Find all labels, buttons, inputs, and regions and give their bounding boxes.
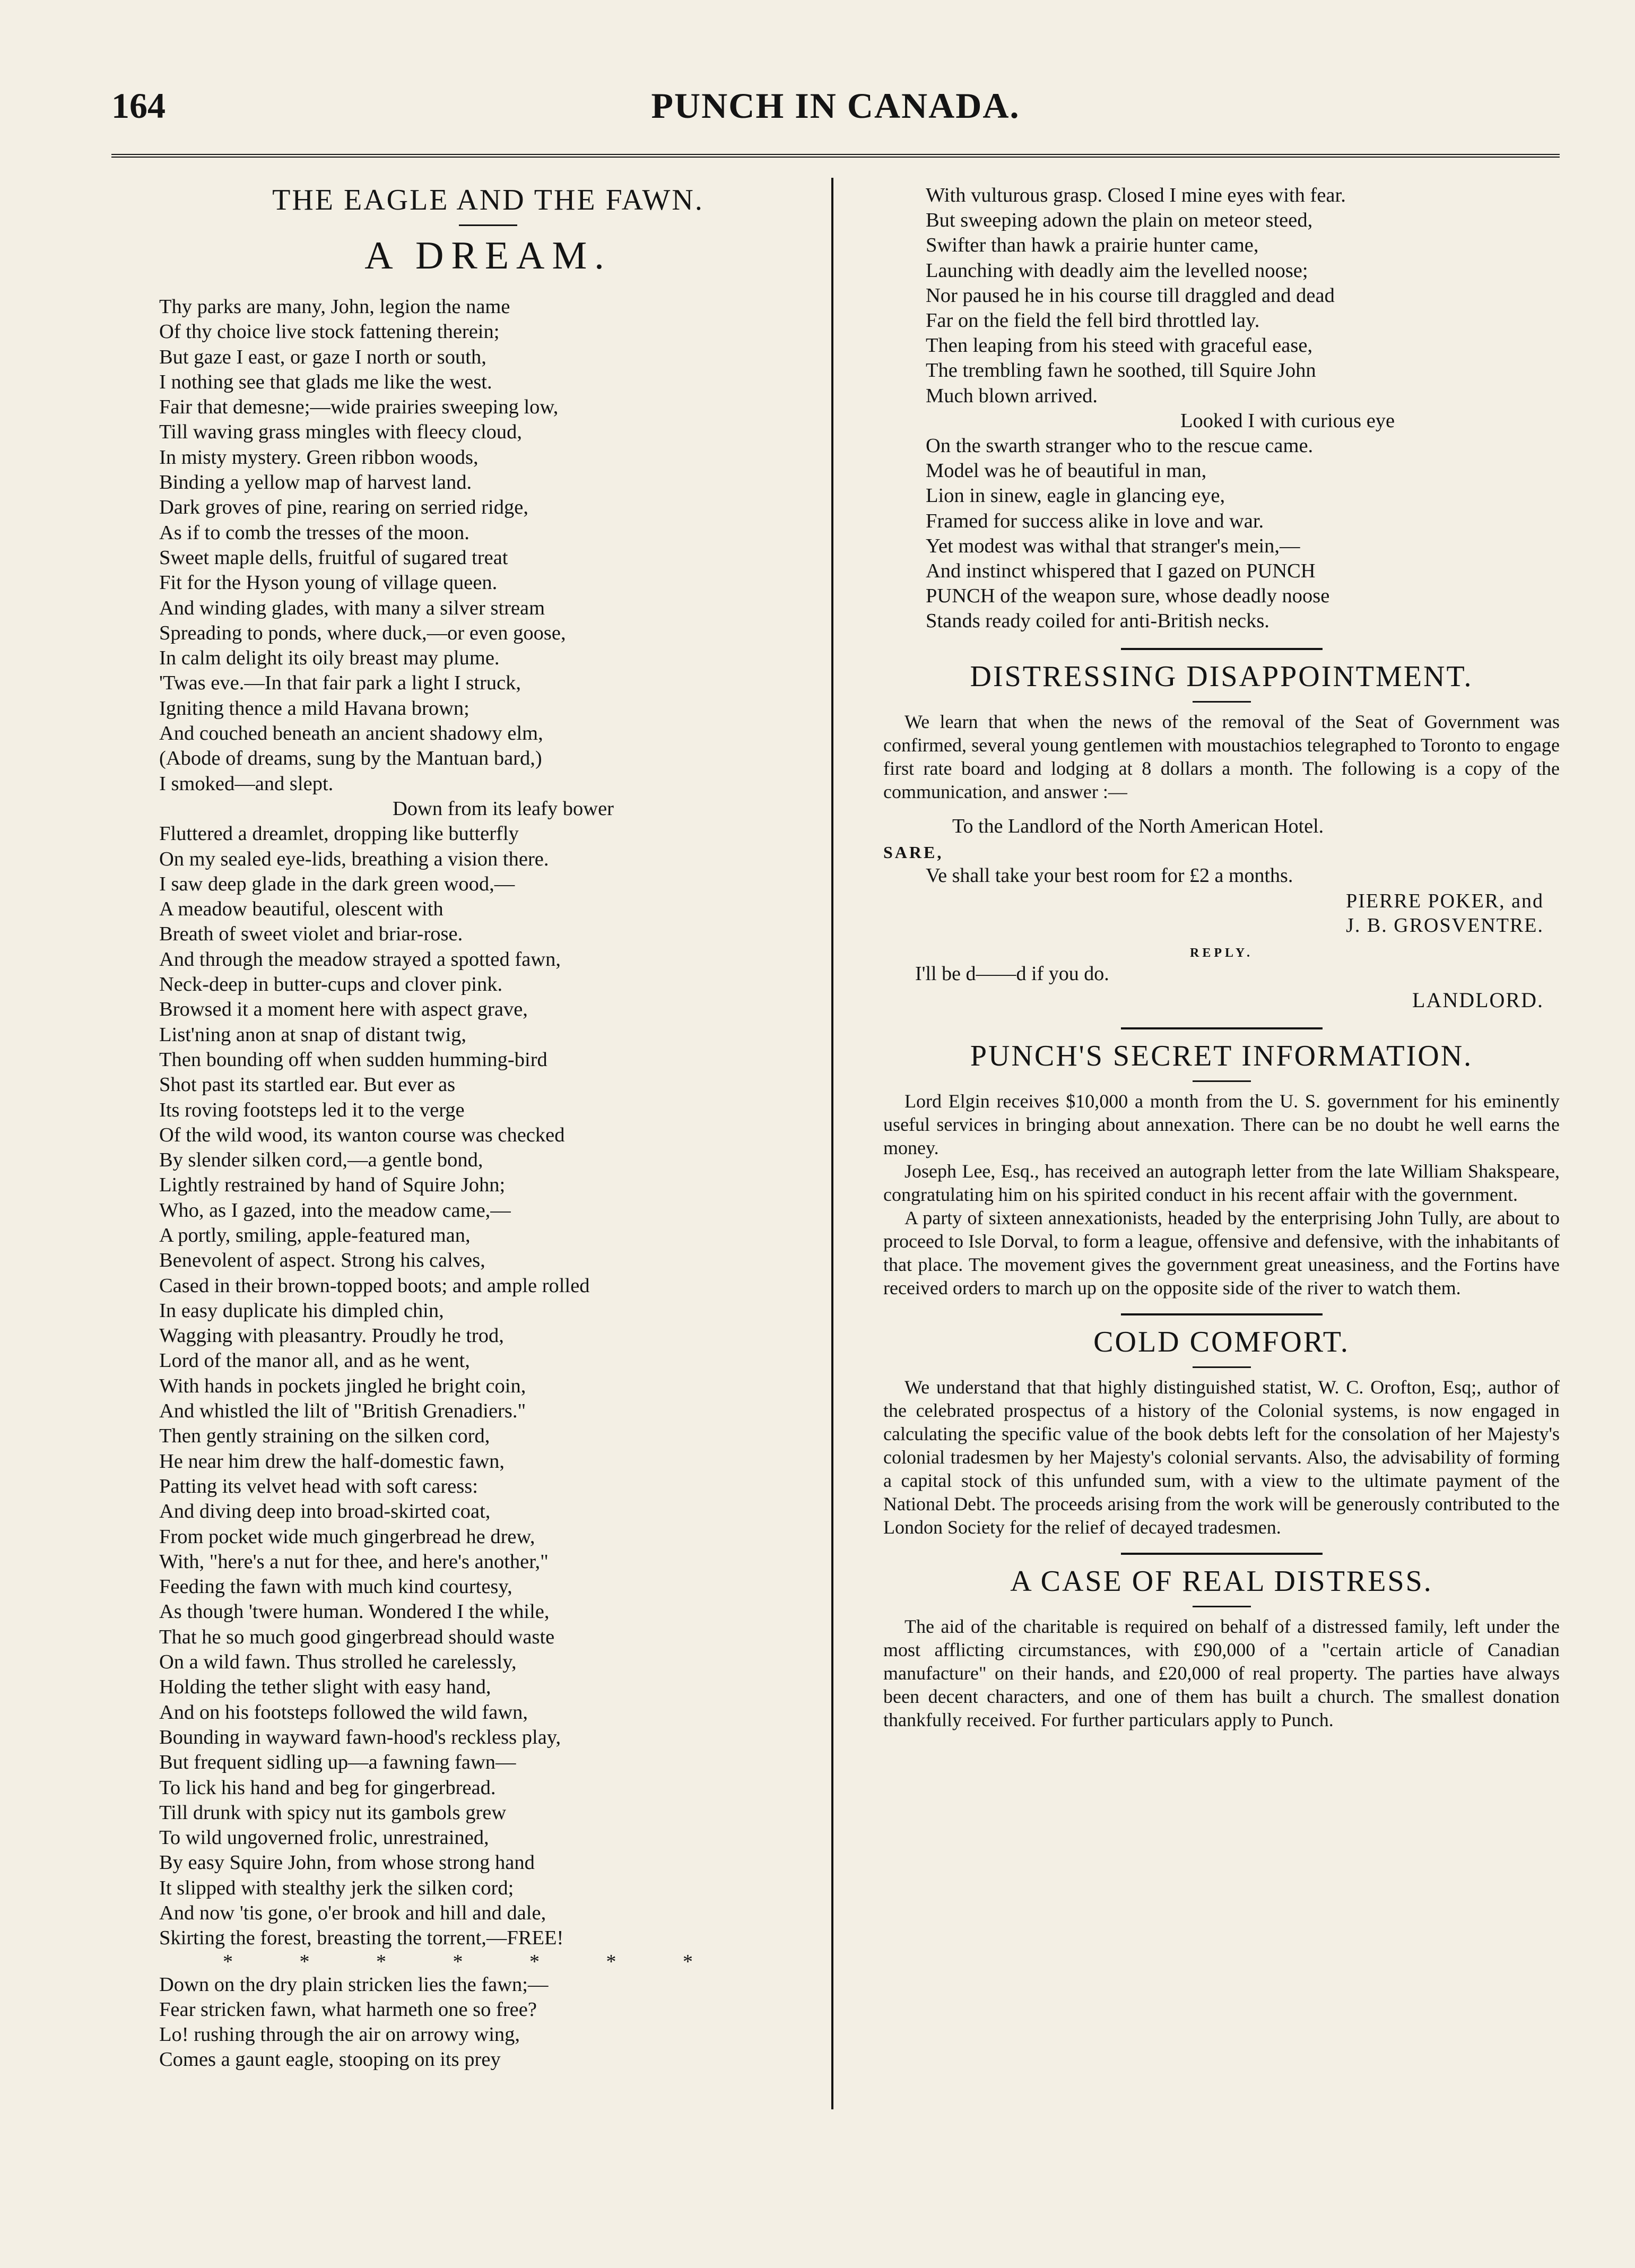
poem-line: To lick his hand and beg for gingerbread. <box>159 1776 496 1799</box>
section-rule <box>1121 648 1323 650</box>
poem-line: List'ning anon at snap of distant twig, <box>159 1023 467 1046</box>
poem-line: Much blown arrived. <box>926 384 1098 407</box>
poem-line: And winding glades, with many a silver stream <box>159 596 545 619</box>
poem-line: Benevolent of aspect. Strong his calves, <box>159 1249 485 1272</box>
poem-line: On a wild fawn. Thus strolled he carelessly, <box>159 1651 517 1674</box>
secret-paragraph: Lord Elgin receives $10,000 a month from the U. S. government for his eminently useful services in bringing about annexation. There can be no doubt he well earns the money. <box>883 1090 1560 1158</box>
poem-line: With hands in pockets jingled he bright coin, <box>159 1374 526 1397</box>
title-rule <box>1193 1366 1251 1368</box>
poem-body-continued <box>159 1972 817 2073</box>
section-rule <box>1121 1313 1323 1315</box>
poem-line: Spreading to ponds, where duck,—or even goose, <box>159 621 566 644</box>
poem-line: Till drunk with spicy nut its gambols grew <box>159 1801 507 1824</box>
poem-line: With, "here's a nut for thee, and here's another," <box>159 1550 549 1573</box>
right-column <box>883 183 1560 1732</box>
secret-title: PUNCH'S SECRET INFORMATION. <box>970 1039 1473 1072</box>
poem-line: Dark groves of pine, rearing on serried ridge, <box>159 496 528 519</box>
reply-signature: LANDLORD. <box>1412 988 1544 1012</box>
poem-body-right <box>883 183 1560 634</box>
poem-line: Comes a gaunt eagle, stooping on its prey <box>159 2048 501 2071</box>
poem-line: Till waving grass mingles with fleecy cloud, <box>159 421 523 444</box>
poem-line: Lo! rushing through the air on arrowy wing, <box>159 2023 520 2046</box>
section-stars: * * * * * * * <box>223 1950 724 1973</box>
poem-line: Bounding in wayward fawn-hood's reckless play, <box>159 1726 561 1748</box>
poem-line: Launching with deadly aim the levelled noose; <box>926 259 1308 282</box>
poem-line: By slender silken cord,—a gentle bond, <box>159 1149 483 1172</box>
poem-line: Of thy choice live stock fattening therein; <box>159 321 500 343</box>
poem-line: Skirting the forest, breasting the torrent,—FREE! <box>159 1927 564 1950</box>
poem-line: (Abode of dreams, sung by the Mantuan bard,) <box>159 747 542 770</box>
page-header <box>111 85 1560 143</box>
poem-line: Shot past its startled ear. But ever as <box>159 1074 456 1096</box>
title-rule <box>1193 1080 1251 1082</box>
poem-line: Of the wild wood, its wanton course was checked <box>159 1123 565 1146</box>
poem-line: Framed for success alike in love and war. <box>926 509 1264 532</box>
poem-line: To wild ungoverned frolic, unrestrained, <box>159 1826 489 1849</box>
poem-line: And diving deep into broad-skirted coat, <box>159 1500 491 1523</box>
poem-line: Wagging with pleasantry. Proudly he trod, <box>159 1325 504 1347</box>
disappointment-title: DISTRESSING DISAPPOINTMENT. <box>970 660 1473 693</box>
poem-line: The trembling fawn he soothed, till Squire John <box>926 359 1316 382</box>
poem-line: Fair that demesne;—wide prairies sweeping low, <box>159 396 559 419</box>
poem-line: And through the meadow strayed a spotted fawn, <box>159 948 561 971</box>
poem-line: Patting its velvet head with soft caress: <box>159 1475 478 1497</box>
poem-line: Feeding the fawn with much kind courtesy, <box>159 1576 512 1598</box>
poem-line: I nothing see that glads me like the west. <box>159 370 492 393</box>
poem-line: Fit for the Hyson young of village queen. <box>159 572 498 594</box>
poem-line: That he so much good gingerbread should waste <box>159 1625 555 1648</box>
poem-line: Sweet maple dells, fruitful of sugared treat <box>159 546 508 569</box>
section-rule <box>1121 1553 1323 1555</box>
poem-line: It slipped with stealthy jerk the silken cord; <box>159 1876 514 1899</box>
disappointment-body: We learn that when the news of the removal of the Seat of Government was confirmed, several young gentlemen with moustachios telegraphed to Toronto to engage first rate board and lodging at 8 dollars a month. The following is a copy of the communication, and answer :— <box>883 711 1560 802</box>
poem-line: Thy parks are many, John, legion the name <box>159 296 510 318</box>
cold-title: COLD COMFORT. <box>1093 1325 1350 1358</box>
poem-line: With vulturous grasp. Closed I mine eyes with fear. <box>926 184 1346 206</box>
running-title: PUNCH IN CANADA. <box>651 85 1020 126</box>
poem-line: On the swarth stranger who to the rescue came. <box>926 435 1314 457</box>
poem-body <box>159 295 817 1951</box>
poem-line: Stands ready coiled for anti-British necks. <box>926 610 1269 633</box>
poem-line: But gaze I east, or gaze I north or south, <box>159 345 486 368</box>
poem-line: Then bounding off when sudden humming-bird <box>159 1048 547 1071</box>
poem-line: Binding a yellow map of harvest land. <box>159 471 472 494</box>
poem-line: Its roving footsteps led it to the verge <box>159 1098 465 1121</box>
poem-line: As if to comb the tresses of the moon. <box>159 521 469 544</box>
cold-body: We understand that that highly distinguished statist, W. C. Orofton, Esq;, author of the celebrated prospectus of a history of the Colonial systems, is now engaged in calculating the specific value of the book debts left for the consolation of her Majesty's colonial tradesmen by her Majesty's colonial servants. Also, the advisability of forming a capital stock of this unfunded sum, with a view to the ultimate payment of the National Debt. The proceeds arising from the work will be generously contributed to the London Society for the relief of decayed tradesmen. <box>883 1376 1560 1538</box>
poem-line: Looked I with curious eye <box>1180 409 1395 432</box>
title-rule <box>1193 701 1251 703</box>
poem-line: Down from its leafy bower <box>393 797 614 820</box>
poem-line: As though 'twere human. Wondered I the while, <box>159 1600 550 1623</box>
poem-line: I smoked—and slept. <box>159 772 334 795</box>
letter-signature-1: PIERRE POKER, and <box>1346 889 1544 912</box>
poem-line: I saw deep glade in the dark green wood,— <box>159 872 515 895</box>
poem-line: Neck-deep in butter-cups and clover pink. <box>159 973 503 996</box>
letter-salutation: SARE, <box>883 842 944 862</box>
poem-line: Model was he of beautiful in man, <box>926 460 1207 482</box>
poem-line: Breath of sweet violet and briar-rose. <box>159 923 463 946</box>
letter-address: To the Landlord of the North American Hotel. <box>952 815 1324 837</box>
poem-line: PUNCH of the weapon sure, whose deadly noose <box>926 585 1330 608</box>
poem-line: And couched beneath an ancient shadowy elm, <box>159 722 543 745</box>
poem-line: And now 'tis gone, o'er brook and hill and dale, <box>159 1902 546 1924</box>
poem-line: Then gently straining on the silken cord, <box>159 1425 490 1448</box>
poem-line: Lord of the manor all, and as he went, <box>159 1349 470 1372</box>
poem-line: On my sealed eye-lids, breathing a vision there. <box>159 847 549 870</box>
section-rule <box>1121 1027 1323 1029</box>
poem-line: Lightly restrained by hand of Squire John; <box>159 1174 506 1197</box>
poem-line: Nor paused he in his course till draggled and dead <box>926 284 1335 307</box>
poem-line: And on his footsteps followed the wild fawn, <box>159 1701 528 1724</box>
poem-line: And whistled the lilt of "British Grenadiers." <box>159 1400 526 1423</box>
distress-body: The aid of the charitable is required on behalf of a distressed family, left under the most afflicting circumstances, with £90,000 of a "certain article of Canadian manufacture" on their hands, and £20,000 of real property. The parties have always been decent characters, and one of them has built a church. The smallest donation thankfully received. For further particulars apply to Punch. <box>883 1615 1560 1730</box>
poem-title: THE EAGLE AND THE FAWN. <box>272 184 704 217</box>
poem-line: He near him drew the half-domestic fawn, <box>159 1450 505 1473</box>
poem-line: Far on the field the fell bird throttled lay. <box>926 309 1260 332</box>
poem-line: A meadow beautiful, olescent with <box>159 898 443 921</box>
poem-line: Holding the tether slight with easy hand, <box>159 1676 491 1699</box>
poem-line: In misty mystery. Green ribbon woods, <box>159 446 479 469</box>
poem-line: A portly, smiling, apple-featured man, <box>159 1224 471 1246</box>
poem-line: In calm delight its oily breast may plume. <box>159 647 500 670</box>
poem-line: Fluttered a dreamlet, dropping like butterfly <box>159 823 519 845</box>
poem-line: By easy Squire John, from whose strong hand <box>159 1851 535 1874</box>
page-number: 164 <box>111 85 166 126</box>
reply-heading: REPLY. <box>1190 946 1253 960</box>
poem-line: Lion in sinew, eagle in glancing eye, <box>926 484 1225 507</box>
poem-line: Then leaping from his steed with graceful ease, <box>926 334 1313 357</box>
column-divider <box>831 178 833 2109</box>
poem-line: Yet modest was withal that stranger's mein,— <box>926 534 1300 557</box>
title-rule <box>1193 1606 1251 1607</box>
poem-line: From pocket wide much gingerbread he drew, <box>159 1525 535 1548</box>
poem-line: Igniting thence a mild Havana brown; <box>159 697 469 720</box>
letter-signature-2: J. B. GROSVENTRE. <box>1346 914 1544 937</box>
poem-line: Fear stricken fawn, what harmeth one so free? <box>159 1998 537 2021</box>
reply-text: I'll be d——d if you do. <box>915 962 1109 985</box>
poem-line: And instinct whispered that I gazed on PUNCH <box>926 560 1316 583</box>
title-rule <box>459 224 517 226</box>
poem-line: But frequent sidling up—a fawning fawn— <box>159 1751 516 1774</box>
secret-paragraph: A party of sixteen annexationists, headed by the enterprising John Tully, are about to proceed to Isle Dorval, to form a league, offensive and defensive, with the inhabitants of that place. The movement gives the government great uneasiness, and the Fortins have received orders to march up on the opposite side of the river to watch them. <box>883 1207 1560 1299</box>
left-column <box>159 183 817 2073</box>
poem-subtitle: A DREAM. <box>364 234 612 278</box>
poem-line: Cased in their brown-topped boots; and ample rolled <box>159 1274 590 1297</box>
poem-line: Browsed it a moment here with aspect grave, <box>159 998 528 1021</box>
poem-line: Swifter than hawk a prairie hunter came, <box>926 234 1259 257</box>
poem-line: 'Twas eve.—In that fair park a light I struck, <box>159 672 521 695</box>
poem-line: Who, as I gazed, into the meadow came,— <box>159 1199 511 1222</box>
poem-line: Down on the dry plain stricken lies the fawn;— <box>159 1973 549 1996</box>
letter-body: Ve shall take your best room for £2 a months. <box>926 864 1293 887</box>
secret-paragraph: Joseph Lee, Esq., has received an autograph letter from the late William Shakspeare, congratulating him on his spirited conduct in his recent affair with the government. <box>883 1160 1560 1205</box>
distress-title: A CASE OF REAL DISTRESS. <box>1010 1564 1433 1598</box>
header-rule <box>111 154 1560 161</box>
poem-line: But sweeping adown the plain on meteor steed, <box>926 209 1313 232</box>
poem-line: In easy duplicate his dimpled chin, <box>159 1299 444 1322</box>
